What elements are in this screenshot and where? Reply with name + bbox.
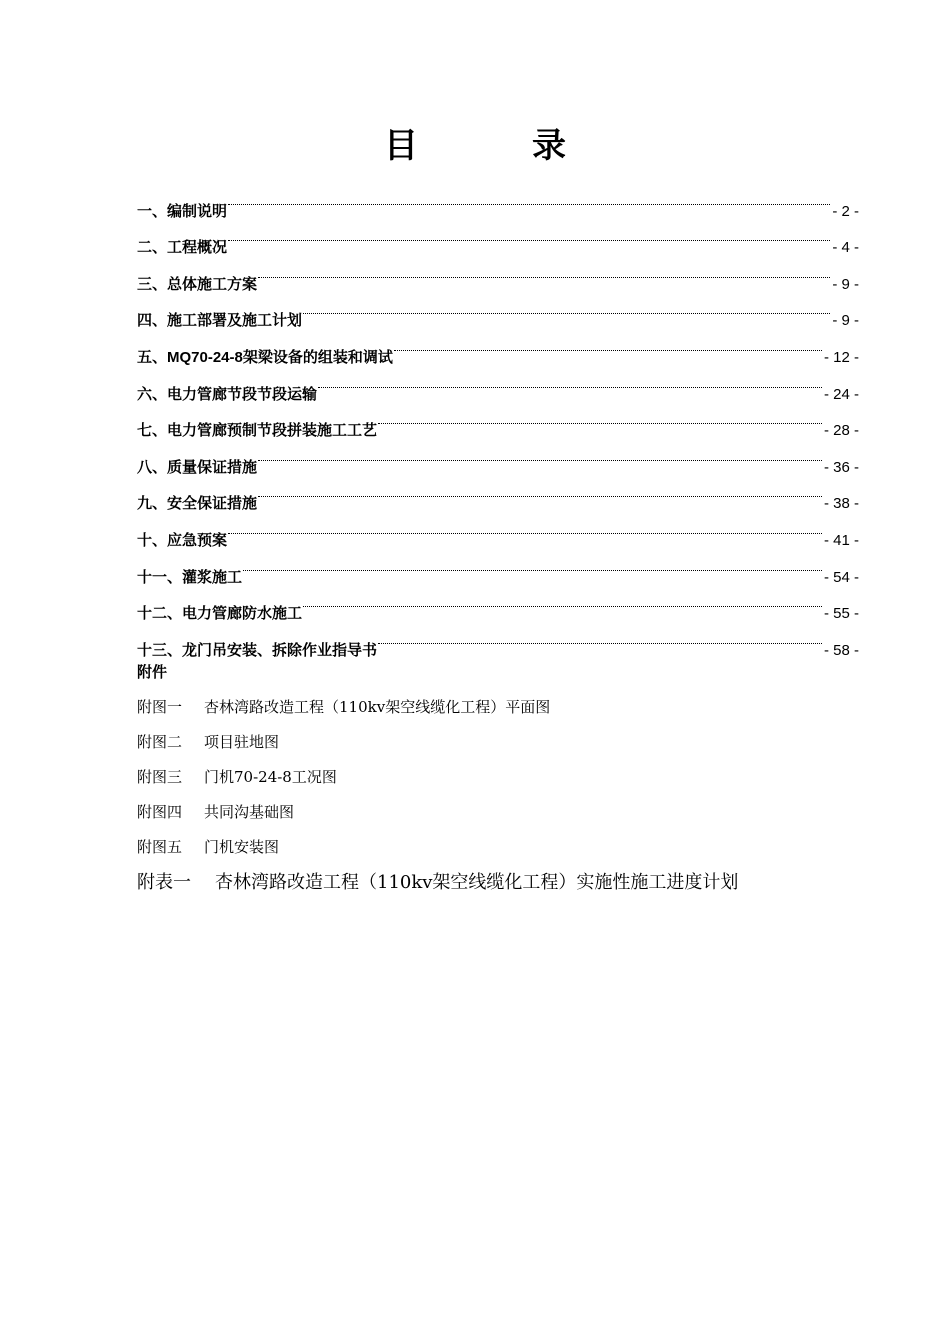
- appendix-item-text: 门机安装图: [204, 838, 280, 856]
- toc-entry-page: - 41 -: [823, 531, 859, 549]
- toc-entry[interactable]: [137, 216, 859, 257]
- dot-leader: [377, 618, 824, 655]
- appendix-item-text: 项目驻地图: [204, 733, 280, 751]
- appendix-item-text: 共同沟基础图: [204, 803, 295, 821]
- dot-leader: [227, 179, 832, 216]
- toc-entry-page: - 24 -: [823, 385, 859, 403]
- toc-entry-label: 十二、电力管廊防水施工: [137, 605, 303, 623]
- dot-leader: [227, 216, 832, 253]
- dot-leader: [317, 362, 824, 399]
- toc-entry-page: - 9 -: [832, 312, 859, 330]
- appendix-item-tag: 附图四: [137, 803, 183, 821]
- appendix-item-tag: 附图二: [137, 733, 183, 751]
- toc-entry-page: - 58 -: [823, 641, 859, 659]
- toc-entry[interactable]: [137, 252, 859, 293]
- appendix-table-text: 杏林湾路改造工程（110kv架空线缆化工程）实施性施工进度计划: [215, 872, 739, 893]
- toc-entry-label: 十一、灌浆施工: [137, 568, 243, 586]
- toc-entry-label: 四、施工部署及施工计划: [137, 312, 303, 330]
- toc-entry[interactable]: [137, 179, 859, 220]
- toc-entry-page: - 54 -: [823, 568, 859, 586]
- toc-entry-label: 十三、龙门吊安装、拆除作业指导书: [137, 641, 378, 659]
- appendix-item-tag: 附图一: [137, 698, 183, 716]
- toc-entry-page: - 36 -: [823, 458, 859, 476]
- toc-entry-label: 一、编制说明: [137, 202, 228, 220]
- dot-leader: [377, 399, 824, 436]
- toc-entry-page: - 38 -: [823, 495, 859, 513]
- appendix-section: [137, 656, 897, 901]
- dot-leader: [302, 289, 832, 326]
- toc-entry-label: 九、安全保证措施: [137, 495, 258, 513]
- toc-entry-label: 七、电力管廊预制节段拼装施工工艺: [137, 422, 378, 440]
- appendix-item-tag: 附图五: [137, 838, 183, 856]
- appendix-table-tag: 附表一: [137, 872, 191, 893]
- appendix-item-text: 门机70-24-8工况图: [204, 768, 337, 786]
- appendix-item: [137, 830, 897, 865]
- appendix-item-text: 杏林湾路改造工程（110kv架空线缆化工程）平面图: [204, 698, 551, 716]
- toc-entry-label: 五、MQ70-24-8架梁设备的组装和调试: [137, 348, 393, 366]
- toc-entry-page: - 2 -: [832, 202, 859, 220]
- toc-entry-page: - 9 -: [832, 275, 859, 293]
- appendix-item: [137, 690, 897, 725]
- dot-leader: [257, 252, 832, 289]
- toc-entry-page: - 55 -: [823, 605, 859, 623]
- dot-leader: [393, 325, 824, 362]
- appendix-heading: 附件: [137, 664, 168, 681]
- appendix-item: [137, 725, 897, 760]
- toc-entry[interactable]: [137, 582, 859, 623]
- toc-entry-label: 二、工程概况: [137, 239, 228, 257]
- dot-leader: [257, 435, 824, 472]
- appendix-item: [137, 760, 897, 795]
- dot-leader: [242, 545, 824, 582]
- toc-entry-page: - 12 -: [823, 348, 859, 366]
- toc-entry-label: 三、总体施工方案: [137, 275, 258, 293]
- dot-leader: [227, 508, 824, 545]
- dot-leader: [257, 472, 824, 509]
- toc-entry-label: 十、应急预案: [137, 531, 228, 549]
- toc-entry[interactable]: [137, 508, 859, 549]
- toc-entry-page: - 4 -: [832, 239, 859, 257]
- dot-leader: [302, 582, 824, 619]
- toc-entry[interactable]: [137, 545, 859, 586]
- toc-entry-label: 六、电力管廊节段节段运输: [137, 385, 318, 403]
- toc-entry-label: 八、质量保证措施: [137, 458, 258, 476]
- appendix-item-tag: 附图三: [137, 768, 183, 786]
- appendix-table-item: [137, 865, 897, 901]
- table-of-contents: [137, 179, 859, 659]
- toc-entry-page: - 28 -: [823, 422, 859, 440]
- appendix-item: [137, 795, 897, 830]
- toc-title: 目 录: [384, 126, 606, 166]
